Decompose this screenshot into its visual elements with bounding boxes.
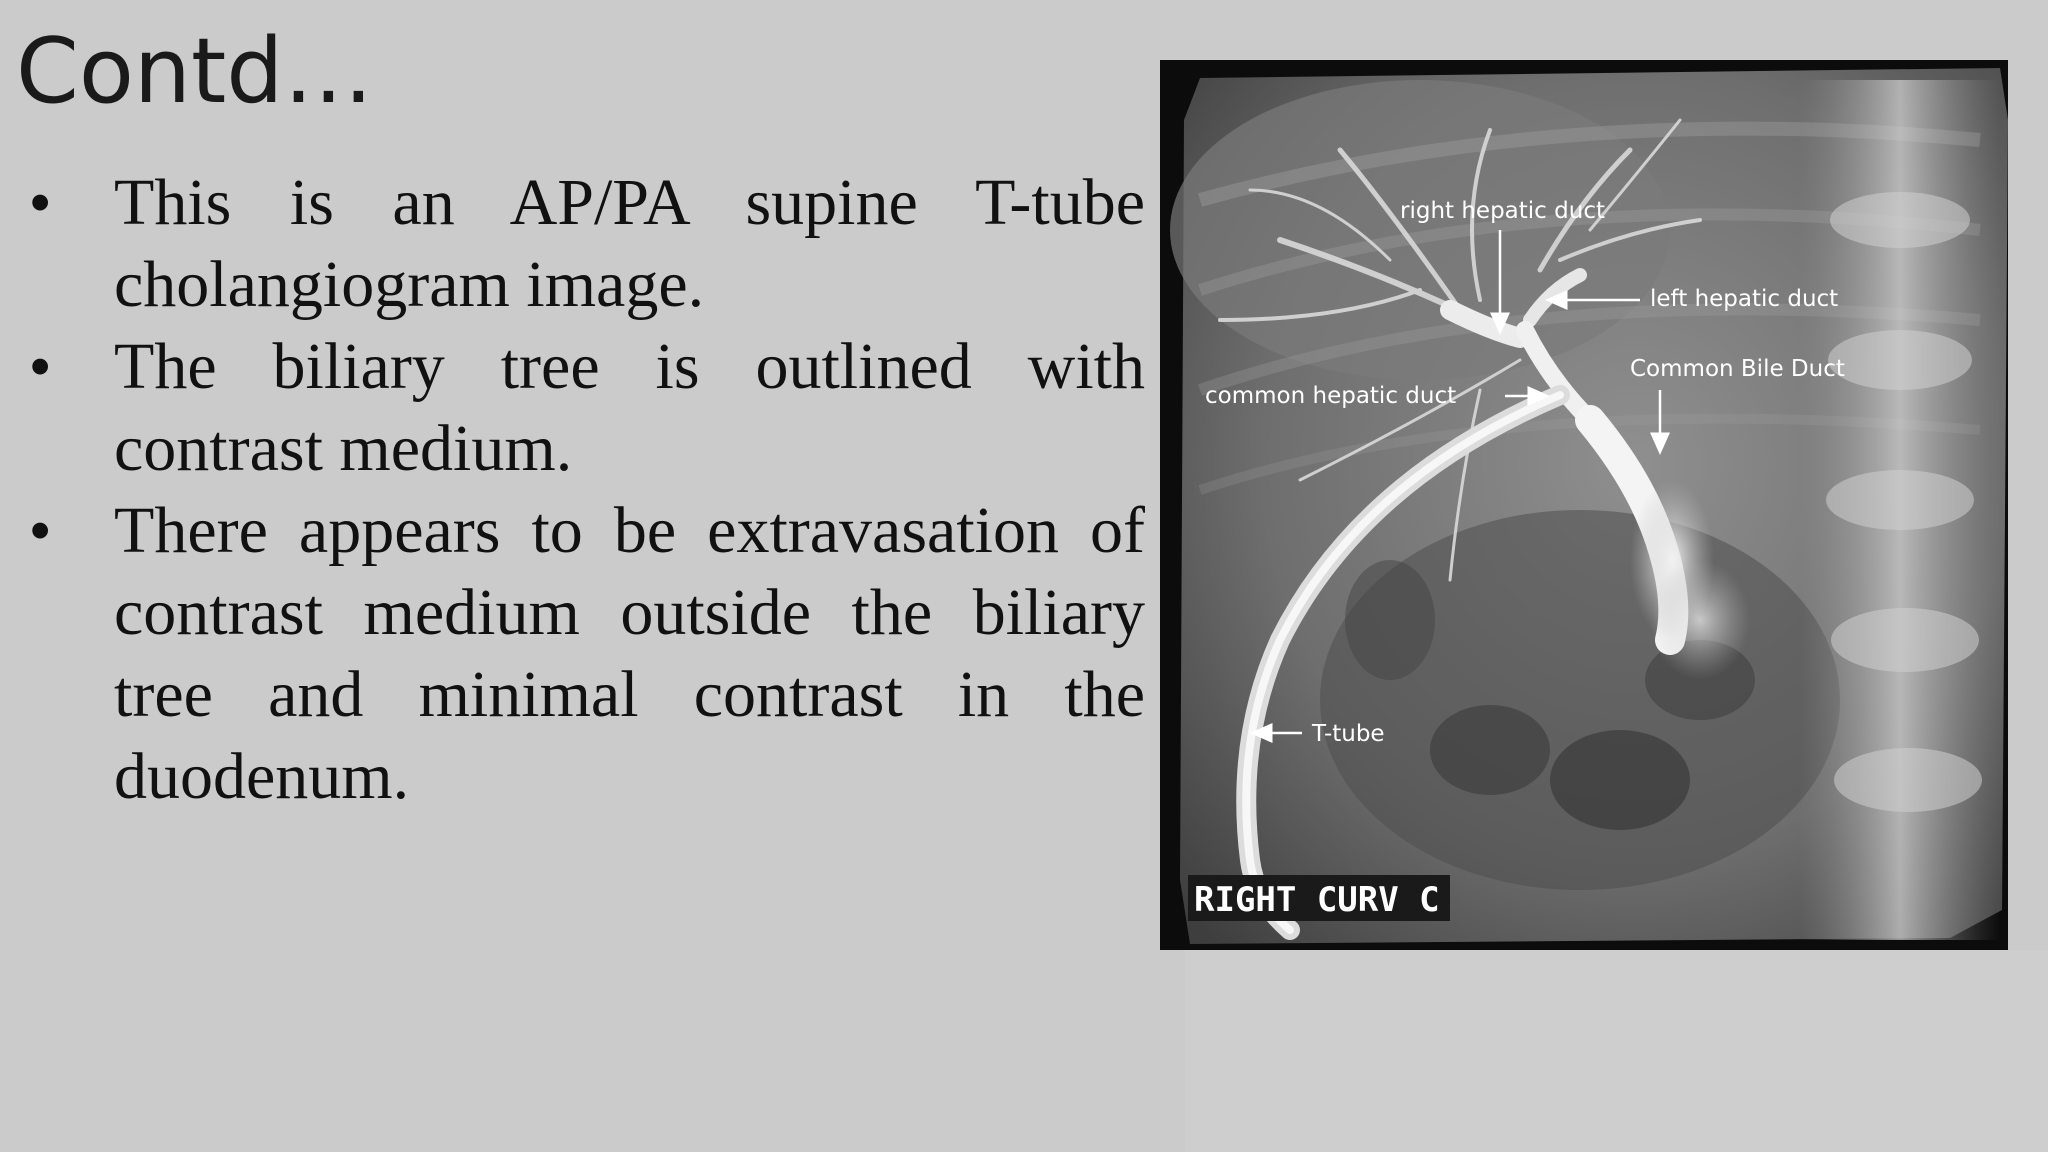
bullet-item — [30, 162, 1145, 326]
label-common-hepatic-duct: common hepatic duct — [1205, 383, 1457, 409]
bullet-marker: • — [30, 498, 51, 563]
bullet-marker: • — [30, 170, 51, 235]
bullet-text: There appears to be extravasation of contrast medium outside the biliary tree and minimal contrast in the duodenum. — [114, 494, 1145, 813]
bullet-list — [30, 162, 1145, 818]
label-left-hepatic-duct: left hepatic duct — [1650, 286, 1839, 312]
background-band — [1185, 950, 2048, 1152]
bullet-marker: • — [30, 334, 51, 399]
slide-title: Contd… — [16, 19, 374, 124]
bullet-text: The biliary tree is outlined with contrast medium. — [114, 330, 1145, 485]
bullet-item — [30, 490, 1145, 818]
film-marker: RIGHT CURV C — [1194, 880, 1440, 920]
bullet-item — [30, 326, 1145, 490]
label-common-bile-duct: Common Bile Duct — [1630, 356, 1845, 382]
cholangiogram-image — [1160, 60, 2008, 950]
label-right-hepatic-duct: right hepatic duct — [1400, 198, 1605, 224]
label-t-tube: T-tube — [1312, 721, 1385, 747]
bullet-text: This is an AP/PA supine T-tube cholangiogram image. — [114, 166, 1145, 321]
